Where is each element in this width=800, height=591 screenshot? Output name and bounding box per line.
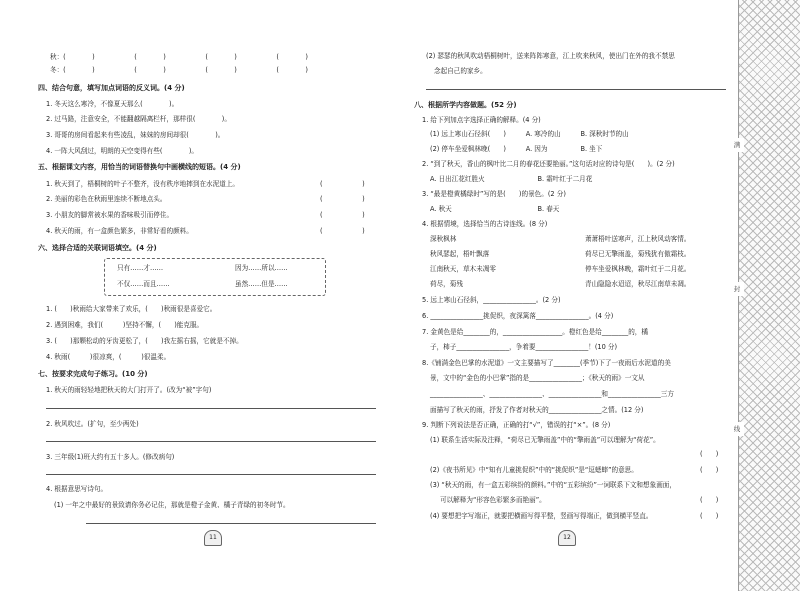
binding-label-2: 封 — [730, 282, 744, 296]
s6-item-1: 1. ( )秋雨给大家带来了欢乐，( )秋雨很是喜爱它。 — [46, 305, 217, 313]
q4: 4. 根据情境，选择恰当的古诗连线。(8 分) — [422, 220, 548, 228]
autumn-row: 秋：( ) ( ) ( ) ( ) — [50, 53, 308, 61]
s5-item-3: 3. 小朋友的脚常被水果的香味吸引而停住。 — [46, 211, 174, 219]
q9c-paren[interactable]: ( ) — [700, 496, 719, 504]
s5-item-1: 1. 秋天到了，梧桐树的叶子不整齐，没有秩序地摔到在水泥道上。 — [46, 180, 240, 188]
conj-option-4: 虽然……但是…… — [235, 280, 288, 288]
binding-margin — [738, 0, 800, 591]
s5-paren-1[interactable]: ( ) — [320, 180, 365, 188]
s7-answer-line-3[interactable] — [46, 474, 376, 475]
s5-item-2: 2. 美丽的彩色在秋雨里连续不断地点头。 — [46, 195, 167, 203]
q8b: 景，文中的“金色的小巴掌”指的是________________；《秋天的雨》一文从 — [430, 374, 645, 382]
q9b: (2)《夜书所见》中“知有儿童挑促织”中的“挑促织”是“逗蟋蟀”的意思。 — [430, 466, 638, 474]
conjunction-box — [104, 258, 326, 296]
s7-item-3: 3. 三年级(1)班大约有五十多人。(修改病句) — [46, 453, 175, 461]
top-item-line-1: (2) 瑟瑟的秋风吹动梧桐树叶，送来阵阵寒意，江上吹来秋风，使出门在外的我不禁思 — [426, 52, 675, 60]
q7: 7. 金黄色是给________的，__________________。橙红色是给________的，橘 — [422, 328, 648, 336]
s4-item-4: 4. 一阵大风刮过，明朗的天空变得有些( )。 — [46, 147, 198, 155]
match-left-4[interactable]: 荷尽，菊残 — [430, 280, 463, 288]
binding-label-1: 满 — [730, 138, 744, 152]
q8d: 面描写了秋天的雨，抒发了作者对秋天的________________之情。(12 分) — [430, 406, 644, 414]
winter-row: 冬：( ) ( ) ( ) ( ) — [50, 66, 308, 74]
section-6-title: 六、选择合适的关联词语填空。(4 分) — [38, 244, 157, 252]
s6-item-3: 3. ( )那颗松动的牙齿更松了，( )我左摇右摇，它就是不掉。 — [46, 337, 243, 345]
season-table — [50, 52, 350, 75]
q1b: (2) 停车坐爱枫林晚( ) A. 因为 B. 坐下 — [430, 145, 603, 153]
s5-paren-4[interactable]: ( ) — [320, 227, 365, 235]
binding-label-3: 线 — [730, 422, 744, 436]
s7-item-1: 1. 秋天的雨轻轻地把秋天的大门打开了。(改为“被”字句) — [46, 386, 212, 394]
q1a: (1) 远上寒山石径斜( ) A. 寒冷的山 B. 深秋时节的山 — [430, 130, 629, 138]
q9c: (3) “秋天的雨，有一盒五彩缤纷的颜料。”中的“五彩缤纷”一词联系下文和想象画面， — [430, 481, 676, 489]
top-answer-line[interactable] — [426, 89, 726, 90]
q9d: (4) 要想把字写端正，就要把横画写得平整，竖画写得端正，做到横平竖直。 — [430, 512, 653, 520]
section-7-title: 七、按要求完成句子练习。(10 分) — [38, 370, 148, 378]
s7-item-2: 2. 秋风吹过。(扩句，至少两处) — [46, 420, 139, 428]
match-left-3[interactable]: 江南秋天，草木未凋零 — [430, 265, 496, 273]
q7b: 子，柿子________________，争着要________________！(10 分) — [430, 343, 618, 351]
section-5-title: 五、根据课文内容，用恰当的词语替换句中画横线的短语。(4 分) — [38, 163, 241, 171]
section-4-title: 四、结合句意，填写加点词语的反义词。(4 分) — [38, 84, 185, 92]
top-item-line-2: 念起自己的家乡。 — [434, 67, 487, 75]
q9a: (1) 联系生活实际及注释，“荷尽已无擎雨盖”中的“擎雨盖”可以理解为“荷花”。 — [430, 436, 660, 444]
q6: 6. ________________挑促织，夜深篱落________________。(4 分) — [422, 312, 614, 320]
q1: 1. 给下列加点字选择正确的解释。(4 分) — [422, 116, 541, 124]
s7-item-4-1: (1) 一年之中最好的景致请你务必记住，那就是橙子金黄、橘子青绿的初冬时节。 — [54, 501, 290, 509]
s5-paren-2[interactable]: ( ) — [320, 195, 365, 203]
match-right-1[interactable]: 萧萧梧叶送寒声，江上秋风动客情。 — [585, 235, 691, 243]
s7-answer-line-2[interactable] — [46, 441, 376, 442]
q9c2: 可以解释为“形容色彩繁多而艳丽”。 — [440, 496, 546, 504]
q8: 8.《铺满金色巴掌的水泥道》一文主要描写了________(季节)下了一夜雨后水泥道的美 — [422, 359, 671, 367]
q3: 3. “最是橙黄橘绿时”写的是( )的景色。(2 分) — [422, 190, 566, 198]
s7-answer-line-4[interactable] — [86, 523, 376, 524]
s5-paren-3[interactable]: ( ) — [320, 211, 365, 219]
page-number-11: 11 — [204, 530, 222, 546]
match-right-3[interactable]: 停车坐爱枫林晚，霜叶红于二月花。 — [585, 265, 691, 273]
conj-option-3: 不仅……而且…… — [117, 280, 170, 288]
match-left-2[interactable]: 秋风瑟起，梧叶飘落 — [430, 250, 490, 258]
q9b-paren[interactable]: ( ) — [700, 466, 719, 474]
right-page — [400, 0, 730, 591]
q9d-paren[interactable]: ( ) — [700, 512, 719, 520]
s7-item-4: 4. 根据意思写诗句。 — [46, 485, 108, 493]
q9: 9. 判断下列说法是否正确，正确的打“√”，错误的打“×”。(8 分) — [422, 421, 611, 429]
s6-item-2: 2. 遇到困难，我们( )坚持不懈，( )能克服。 — [46, 321, 204, 329]
s4-item-1: 1. 冬天这么寒冷，不像夏天那么( )。 — [46, 100, 179, 108]
s4-item-2: 2. 过马路，注意安全，不能翻越隔离栏杆，那样很( )。 — [46, 115, 231, 123]
match-left-1[interactable]: 深秋枫林 — [430, 235, 457, 243]
q8c: ________________、________________、________________和________________三方 — [430, 390, 674, 398]
left-page — [20, 0, 400, 591]
q9a-paren[interactable]: ( ) — [700, 450, 719, 458]
q2: 2. “到了秋天，香山的枫叶比二月的春花还要艳丽。”这句话对应的诗句是( )。(2 分) — [422, 160, 675, 168]
match-right-2[interactable]: 荷尽已无擎雨盖，菊残犹有傲霜枝。 — [585, 250, 691, 258]
q5: 5. 远上寒山石径斜，________________。(2 分) — [422, 296, 561, 304]
q3a: A. 秋天 B. 春天 — [430, 205, 560, 213]
s4-item-3: 3. 哥哥的房间看起来有些凌乱，妹妹的房间却很( )。 — [46, 131, 225, 139]
q2a: A. 日出江花红胜火 B. 霜叶红于二月花 — [430, 175, 593, 183]
s5-item-4: 4. 秋天的雨，有一盒颜色繁多，非常好看的颜料。 — [46, 227, 193, 235]
page-number-12: 12 — [558, 530, 576, 546]
conj-option-2: 因为……所以…… — [235, 264, 288, 272]
s6-item-4: 4. 秋雨( )很凉爽，( )很温柔。 — [46, 353, 171, 361]
conj-option-1: 只有……才…… — [117, 264, 164, 272]
s7-answer-line-1[interactable] — [46, 408, 376, 409]
section-8-title: 八、根据所学内容做题。(52 分) — [414, 101, 517, 109]
match-right-4[interactable]: 青山隐隐水迢迢，秋尽江南草未凋。 — [585, 280, 691, 288]
